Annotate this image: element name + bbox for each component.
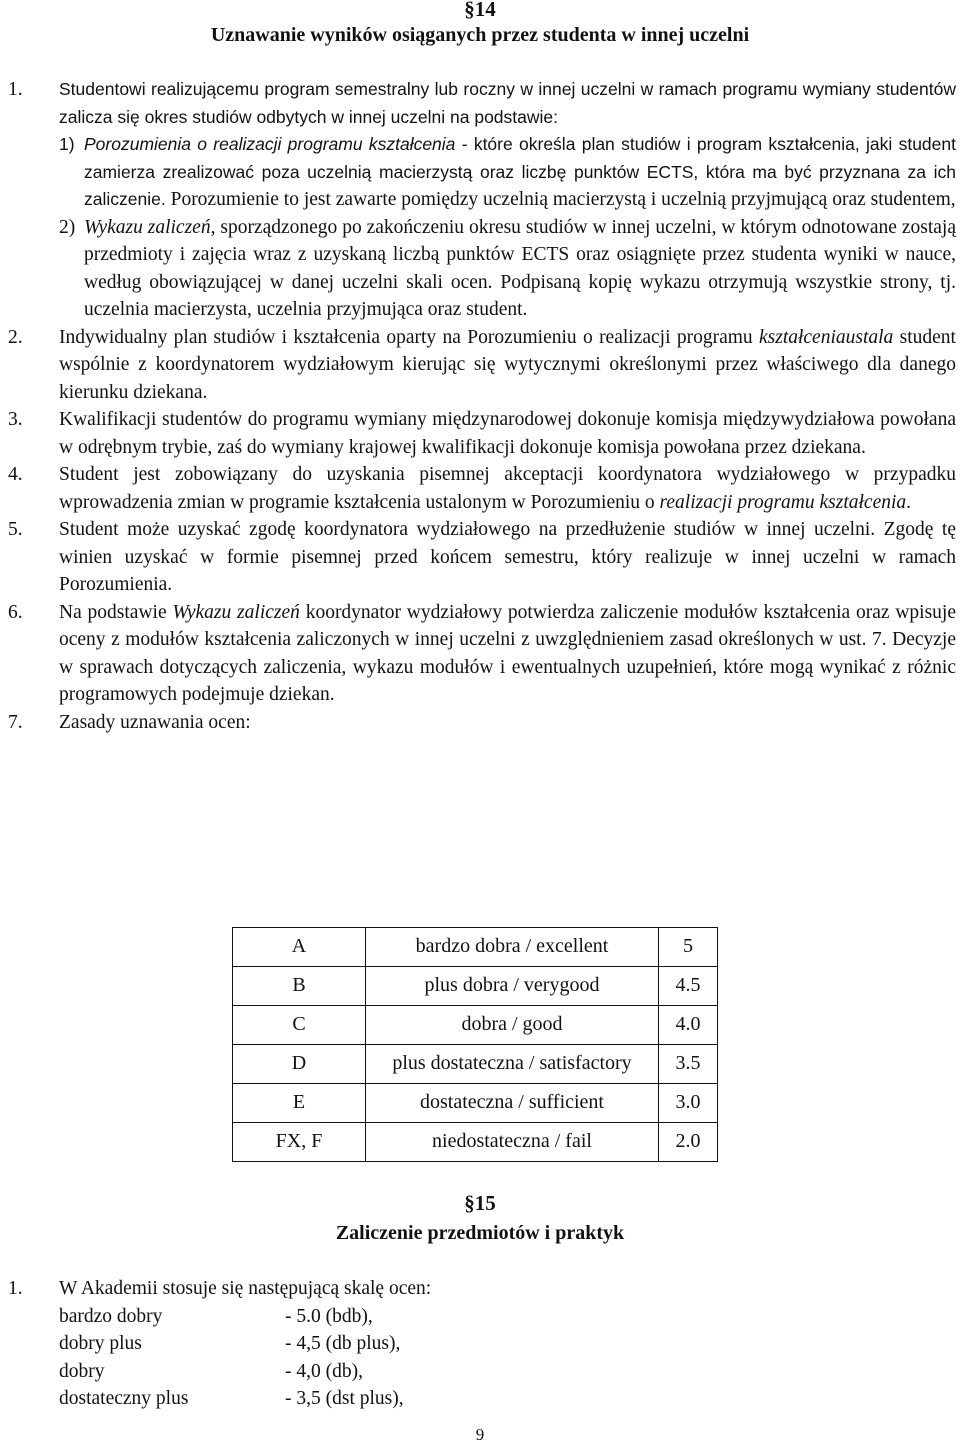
table-row — [233, 1006, 718, 1045]
page-number: 9 — [475, 1425, 485, 1444]
subparagraph-2-wrap — [8, 214, 956, 324]
paragraph-15-1: 1. W Akademii stosuje się następującą skalę ocen: — [8, 1278, 432, 1299]
paragraph-4: 4. Student jest zobowiązany do uzyskania pisemnej akceptacji koordynatora wydziałowego w przypadku wprowadzenia zmian w programie kształcenia ustalonym w Porozumieniu o realizacji programu kształcenia. — [8, 464, 956, 513]
paragraph-text: Studentowi realizującemu program semestralny lub roczny w innej uczelni w ramach programu wymiany studentów zalicza się okres studiów odbytych w innej uczelni na podstawie: — [59, 79, 956, 127]
grade-value: 3.5 — [659, 1045, 718, 1084]
grade-name: niedostateczna / fail — [366, 1123, 659, 1162]
grade-letter: A — [233, 928, 366, 967]
grade-letter: B — [233, 967, 366, 1006]
grade-letter: D — [233, 1045, 366, 1084]
table-row — [233, 928, 718, 967]
list-item: dobry - 4,0 (db), — [59, 1360, 363, 1382]
section-15-number: §15 — [464, 1191, 496, 1215]
section-14-body — [8, 76, 956, 736]
paragraph-3: 3. Kwalifikacji studentów do programu wymiany międzynarodowej dokonuje komisja międzywydziałowa powołana w odrębnym trybie, zaś do wymiany krajowej kwalifikacji dokonuje komisja powołana przez dziekana. — [8, 409, 956, 458]
section-14-number: §14 — [464, 0, 496, 21]
grade-scale — [8, 1275, 608, 1413]
list-item: dobry plus - 4,5 (db plus), — [59, 1333, 401, 1354]
subparagraph-1: 1) Porozumienia o realizacji programu kształcenia - które określa plan studiów i program kształcenia, jaki student zamierza zrealizować poza uczelnią macierzystą oraz liczbę punktów ECTS, która ma być przyznana za ich zaliczenie. Porozumienie to jest zawarte pomiędzy uczelnią macierzystą i uczelnią przyjmującą oraz studentem, — [59, 134, 956, 210]
paragraph-6: 6. Na podstawie Wykazu zaliczeń koordynator wydziałowy potwierdza zaliczenie modułów kształcenia oraz wpisuje oceny z modułów kształcenia zaliczonych w innej uczelni z uwzględnieniem zasad określonych w ust. 7. Decyzje w sprawach dotyczących zaliczenia, wykazu modułów i ewentualnych uzupełnień, które mogą wynikać z różnic programowych podejmuje dziekan. — [8, 601, 956, 705]
grades-table — [232, 927, 718, 1162]
section-14-title: Uznawanie wyników osiąganych przez studenta w innej uczelni — [210, 24, 750, 46]
table-row — [233, 1045, 718, 1084]
paragraph-1 — [8, 76, 956, 214]
paragraph-number: 1. — [8, 79, 23, 100]
grade-letter: C — [233, 1006, 366, 1045]
paragraph-5: 5. Student może uzyskać zgodę koordynatora wydziałowego na przedłużenie studiów w innej uczelni. Zgodę tę winien uzyskać w formie pisemnej przed końcem semestru, który realizuje w innej uczelni w ramach Porozumienia. — [8, 519, 956, 595]
grade-value: 4.5 — [659, 967, 718, 1006]
grade-name: dobra / good — [366, 1006, 659, 1045]
grade-letter: FX, F — [233, 1123, 366, 1162]
grade-name: plus dobra / verygood — [366, 967, 659, 1006]
list-item: bardzo dobry - 5.0 (bdb), — [59, 1305, 373, 1327]
grade-value: 4.0 — [659, 1006, 718, 1045]
grade-value: 3.0 — [659, 1084, 718, 1123]
grade-name: bardzo dobra / excellent — [366, 928, 659, 967]
paragraph-2: 2. Indywidualny plan studiów i kształcenia oparty na Porozumieniu o realizacji programu kształceniaustala student wspólnie z koordynatorem wydziałowym kierując się wytycznymi określonymi przez właściwego dla danego kierunku dziekana. — [8, 326, 956, 403]
list-item: dostateczny plus - 3,5 (dst plus), — [59, 1388, 404, 1409]
table-row — [233, 1084, 718, 1123]
table-row — [233, 1123, 718, 1162]
grade-letter: E — [233, 1084, 366, 1123]
grade-value: 2.0 — [659, 1123, 718, 1162]
paragraph-7: 7. Zasady uznawania ocen: — [8, 711, 251, 733]
section-15-title: Zaliczenie przedmiotów i praktyk — [335, 1222, 625, 1244]
grade-value: 5 — [659, 928, 718, 967]
grade-name: dostateczna / sufficient — [366, 1084, 659, 1123]
table-row — [233, 967, 718, 1006]
grade-name: plus dostateczna / satisfactory — [366, 1045, 659, 1084]
subparagraph-2: 2) Wykazu zaliczeń, sporządzonego po zakończeniu okresu studiów w innej uczelni, w którym odnotowane zostają przedmioty i zajęcia wraz z uzyskaną liczbą punktów ECTS oraz osiągnięte przez studenta wyniki w nauce, według obowiązującej w danej uczelni skali ocen. Podpisaną kopię wykazu otrzymują wszystkie strony, tj. uczelnia macierzysta, uczelnia przyjmująca oraz student. — [59, 216, 956, 320]
